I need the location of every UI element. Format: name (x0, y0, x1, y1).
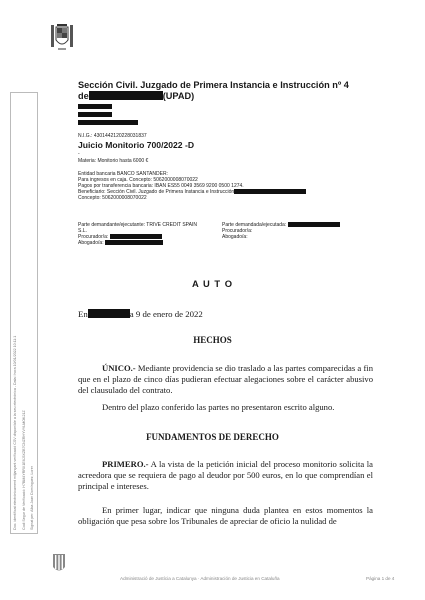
document-title: A U T O (191, 278, 234, 289)
bank-cash-deposit: Para ingresos en caja. Concepto: 5062000008070022 (78, 177, 198, 183)
redaction-bar (88, 309, 130, 318)
bank-beneficiary-text: Beneficiario: Sección Civil. Juzgado de Primera Instancia e Instrucción (78, 189, 235, 195)
generalitat-logo (52, 553, 66, 575)
verification-text-signer: Signat per: Alba Joan Domínguez, Lorer (30, 466, 34, 530)
redaction-bar (89, 91, 163, 100)
abogado-label: Abogado/a: (78, 240, 104, 246)
paragraph-primero (78, 459, 373, 492)
lugar-text: En primer lugar, indicar que ninguna duda plantea en estos momentos la obligación que pesa sobre los Tribunales de apreciar de oficio la nulidad de (78, 505, 373, 526)
court-name-line2 (78, 91, 194, 101)
date-line (78, 309, 203, 319)
footer-administration: Administració de Justícia a Catalunya · Administración de Justicia en Cataluña (120, 576, 280, 581)
plazo-text: Dentro del plazo conferido las partes no presentaron escrito alguno. (102, 402, 335, 412)
redaction-bar (234, 189, 306, 194)
redaction-bar (78, 112, 112, 117)
header-dash: - (78, 151, 80, 157)
redaction-bar (78, 104, 112, 109)
primero-lead: PRIMERO.- (102, 459, 149, 469)
defendant-abogado: Abogado/a: (222, 234, 248, 240)
court-name: Sección Civil. Juzgado de Primera Instancia e Instrucción nº 4 (78, 80, 349, 90)
paragraph-unico (78, 363, 373, 396)
court-line2-prefix: de (78, 91, 89, 101)
section-heading-hechos: HECHOS (193, 335, 232, 345)
materia: Materia: Monitorio hasta 6000 € (78, 158, 149, 164)
redaction-bar (78, 120, 138, 125)
defendant-procurador: Procurador/a: (222, 228, 253, 234)
bank-transfer: Pagos por transferencia bancaria: IBAN ES55 0049 3569 9200 0500 1274. (78, 183, 244, 189)
defendant-label-text: Parte demandada/ejecutada: (222, 222, 287, 228)
plaintiff-cont: S.L. (78, 228, 87, 234)
court-line2-suffix: (UPAD) (162, 91, 195, 101)
date-prefix: En (78, 309, 88, 319)
plaintiff-abogado (78, 240, 163, 246)
section-heading-fundamentos: FUNDAMENTOS DE DERECHO (146, 432, 279, 442)
nig-number: N.I.G.: 4301442120228031837 (78, 133, 147, 139)
primero-text: A la vista de la petición inicial del proceso monitorio solicita la acreedora que se requiera de pago al deudor por 500 euros, en lo que comprendían el principal e intereses. (78, 459, 373, 491)
date-suffix: a 9 de enero de 2022 (129, 309, 203, 319)
case-title: Juicio Monitorio 700/2022 -D (78, 140, 195, 150)
plaintiff-label: Parte demandante/ejecutante: TRIVE CREDIT SPAIN (78, 222, 197, 228)
spanish-coat-of-arms-logo (50, 22, 74, 52)
redaction-bar (105, 240, 163, 245)
procurador-label: Procurador/a: (78, 234, 109, 240)
page-number: Página 1 de 4 (366, 576, 395, 581)
bank-concept: Concepto: 5062000008070022 (78, 195, 147, 201)
bank-entity: Entidad bancaria BANCO SANTANDER: (78, 171, 168, 177)
verification-text-date: Doc. identificat electrònicament mitjançant verificació CSV disponible a la seu electrònica - Data i hora 10/01/2022 10:11:1 (13, 335, 17, 530)
redaction-bar (110, 234, 162, 239)
unico-text: Mediante providencia se dio traslado a las partes comparecidas a fin que en el plazo de cinco días pudieran efectuar alegaciones sobre el carácter abusivo del clausulado del contrato. (78, 363, 373, 395)
paragraph-lugar (78, 505, 373, 527)
paragraph-plazo (78, 402, 373, 413)
redaction-bar (288, 222, 340, 227)
verification-text-csv: Codi Segur de Verificació: H7BM4YRRX1E6J3XZB7CNZRHYVYLMOK21Z (22, 410, 26, 530)
unico-lead: ÚNICO.- (102, 363, 136, 373)
